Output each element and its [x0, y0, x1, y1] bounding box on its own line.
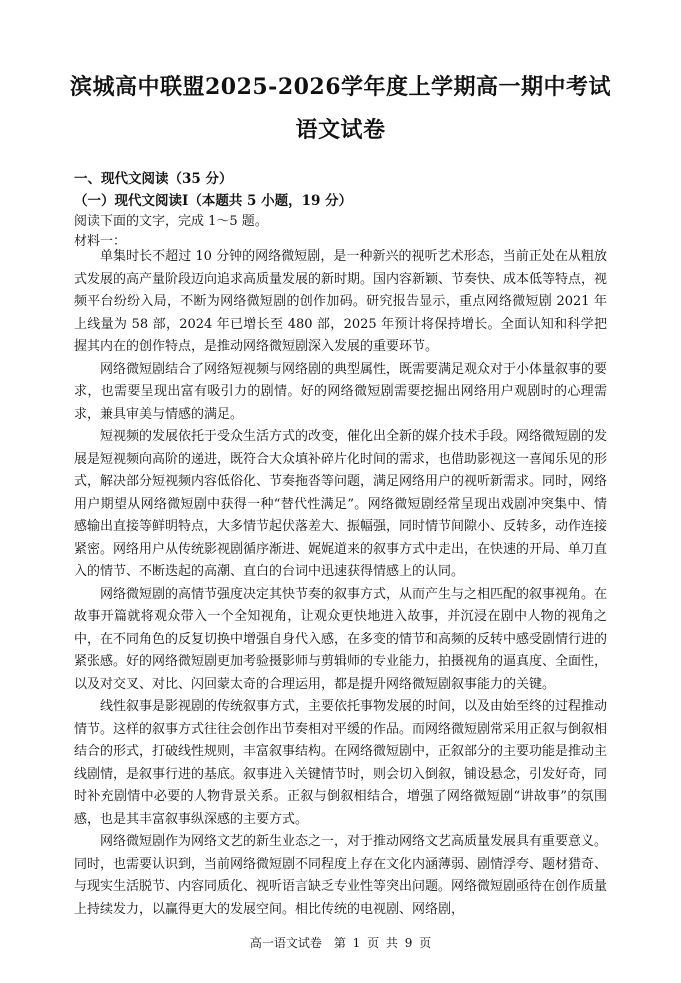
section-heading: 一、现代文阅读（35 分）	[74, 171, 233, 187]
page-footer: 高一语文试卷 第 1 页 共 9 页	[249, 936, 432, 950]
paragraph: 网络微短剧结合了网络短视频与网络剧的典型属性，既需要满足观众对于小体量叙事的要求，也需要呈现出富有吸引力的剧情。好的网络微短剧需要挖掘出网络用户观剧时的心理需求，兼具审美与情感的满足。	[74, 361, 608, 422]
paragraph: 单集时长不超过 10 分钟的网络微短剧，是一种新兴的视听艺术形态，当前正处在从粗放式发展的高产量阶段迈向追求高质量发展的新时期。国内容新颖、节奏快、成本低等特点，视频平台纷纷入局，不断为网络微短剧的创作加码。研究报告显示，重点网络微短剧 2021 年上线量为 58 部，2024 年已增长至 480 部，2025 年预计将保持增长。全面认知和科学把握其内在的创作特点，是推动网络微短剧深入发展的重要环节。	[74, 249, 608, 354]
paragraph: 网络微短剧的高情节强度决定其快节奏的叙事方式，从而产生与之相匹配的叙事视角。在故事开篇就将观众带入一个全知视角，让观众更快地进入故事，并沉浸在剧中人物的视角之中，在不同角色的反复切换中增强自身代入感，在多变的情节和高频的反转中感受剧情行进的紧张感。好的网络微短剧更加考验摄影师与剪辑师的专业能力，拍摄视角的逼真度、全面性，以及对交叉、对比、闪回蒙太奇的合理运用，都是提升网络微短剧叙事能力的关键。	[74, 586, 608, 692]
paragraph: 线性叙事是影视剧的传统叙事方式，主要依托事物发展的时间，以及由始至终的过程推动情节。这样的叙事方式往往会创作出节奏相对平缓的作品。而网络微短剧常采用正叙与倒叙相结合的形式，打破线性规则，丰富叙事结构。在网络微短剧中，正叙部分的主要功能是推动主线剧情，是叙事行进的基底。叙事进入关键情节时，则会切入倒叙，铺设悬念，引发好奇，同时补充剧情中必要的人物背景关系。正叙与倒叙相结合，增强了网络微短剧“讲故事”的氛围感，也是其丰富叙事纵深感的主要方式。	[74, 699, 608, 827]
reading-passage	[74, 246, 607, 921]
material-label: 材料一：	[74, 234, 127, 249]
paragraph: 网络微短剧作为网络文艺的新生业态之一，对于推动网络文艺高质量发展具有重要意义。同时，也需要认识到，当前网络微短剧不同程度上存在文化内涵薄弱、剧情浮夸、题材猎奇、与现实生活脱节、内容同质化、视听语言缺乏专业性等突出问题。网络微短剧亟待在创作质量上持续发力，以赢得更大的发展空间。相比传统的电视剧、网络剧，	[74, 834, 608, 917]
paragraph: 短视频的发展依托于受众生活方式的改变，催化出全新的媒介技术手段。网络微短剧的发展是短视频向高阶的递进，既符合大众填补碎片化时间的需求，也借助影视这一喜闻乐见的形式，解决部分短视频内容低俗化、节奏拖沓等问题，满足网络用户的视听新需求。同时，网络用户期望从网络微短剧中获得一种“替代性满足”。网络微短剧经常呈现出戏剧冲突集中、情感输出直接等鲜明特点，大多情节起伏落差大、振幅强，同时情节间隙小、反转多，动作连接紧密。网络用户从传统影视剧循序渐进、娓娓道来的叙事方式中走出，在快速的开局、单刀直入的情节、不断迭起的高潮、直白的台词中迅速获得情感上的认同。	[74, 429, 608, 579]
section-subheading: （一）现代文阅读Ⅰ（本题共 5 小题，19 分）	[74, 193, 353, 209]
instruction-text: 阅读下面的文字，完成 1～5 题。	[74, 214, 268, 229]
exam-subtitle: 语文试卷	[295, 117, 386, 143]
exam-title: 滨城高中联盟2025-2026学年度上学期高一期中考试	[69, 74, 612, 100]
